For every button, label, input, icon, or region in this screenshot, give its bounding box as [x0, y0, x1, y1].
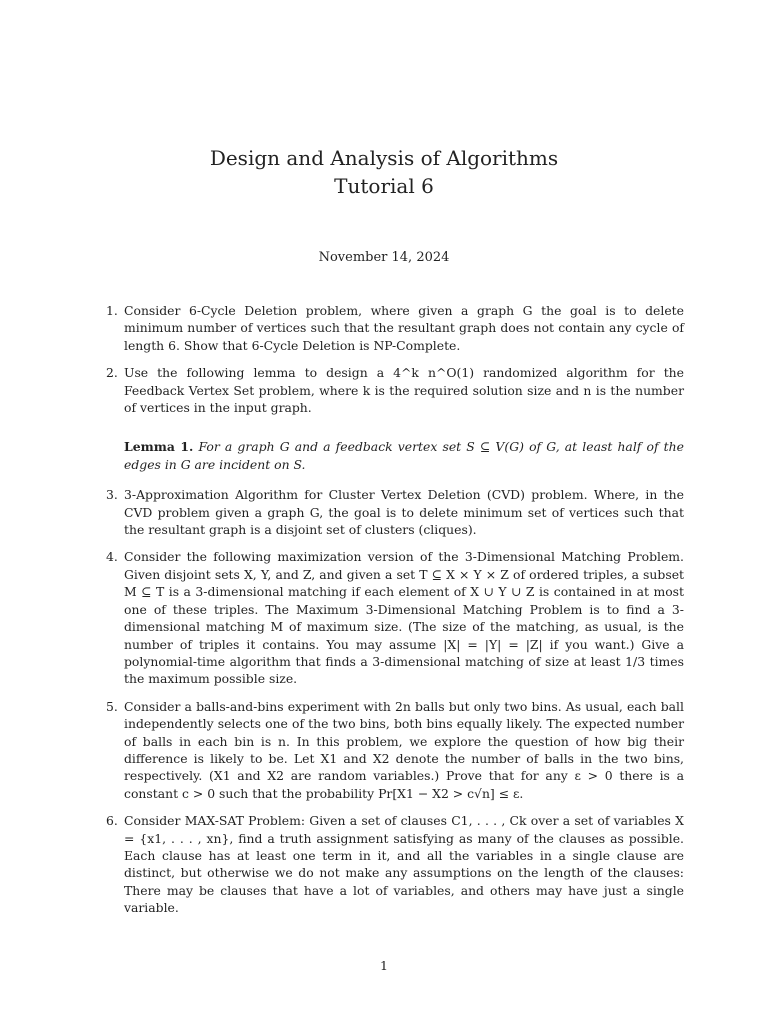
lemma-label: Lemma 1.	[124, 439, 194, 455]
problem-list	[100, 302, 684, 927]
document-title	[0, 144, 768, 200]
problem-text: 3-Approximation Algorithm for Cluster Vertex Deletion (CVD) problem. Where, in the CVD problem given a graph G, the goal is to delete minimum set of vertices such that the resultant graph is a disjoint set of clusters (cliques).	[124, 487, 684, 538]
problem-number: 3.	[106, 487, 118, 503]
problem-4	[100, 548, 684, 687]
problem-text: Consider MAX-SAT Problem: Given a set of clauses C1, . . . , Ck over a set of variables X = {x1, . . . , xn}, find a truth assignment satisfying as many of the clauses as possible. Each clause has at least one term in it, and all the variables in a single clause are distinct, but otherwise we do not make any assumptions on the length of the clauses: There may be clauses that have a lot of variables, and others may have just a single variable.	[124, 813, 684, 916]
problem-number: 1.	[106, 303, 118, 318]
problem-text: Consider 6-Cycle Deletion problem, where given a graph G the goal is to delete minimum number of vertices such that the resultant graph does not contain any cycle of length 6. Show that 6-Cycle Deletion is NP-Complete.	[124, 303, 684, 353]
problem-6	[100, 812, 684, 916]
problem-1	[100, 302, 684, 354]
problem-5	[100, 698, 684, 802]
problem-number: 5.	[106, 698, 118, 714]
lemma-block	[100, 438, 684, 473]
document-date: November 14, 2024	[318, 250, 450, 265]
problem-2	[100, 364, 684, 416]
title-line-2: Tutorial 6	[334, 174, 434, 198]
problem-number: 4.	[106, 549, 118, 565]
problem-3	[100, 486, 684, 538]
problem-text: Consider the following maximization version of the 3-Dimensional Matching Problem. Given disjoint sets X, Y, and Z, and given a set T ⊆ X × Y × Z of ordered triples, a subset M ⊆ T is a 3-dimensional matching if each element of X ∪ Y ∪ Z is contained in at most one of these triples. The Maximum 3-Dimensional Matching Problem is to find a 3-dimensional matching M of maximum size. (The size of the matching, as usual, is the number of triples it contains. You may assume |X| = |Y| = |Z| if you want.) Give a polynomial-time algorithm that finds a 3-dimensional matching of size at least 1/3 times the maximum possible size.	[124, 549, 684, 687]
problem-number: 6.	[106, 813, 118, 829]
problem-text: Use the following lemma to design a 4^k n^O(1) randomized algorithm for the Feedback Vertex Set problem, where k is the required solution size and n is the number of vertices in the input graph.	[124, 365, 684, 416]
lemma-text: For a graph G and a feedback vertex set S ⊆ V(G) of G, at least half of the edges in G are incident on S.	[124, 439, 684, 472]
title-line-1: Design and Analysis of Algorithms	[209, 146, 559, 170]
problem-number: 2.	[106, 365, 118, 381]
page-number: 1	[380, 958, 388, 973]
problem-text: Consider a balls-and-bins experiment with 2n balls but only two bins. As usual, each ball independently selects one of the two bins, both bins equally likely. The expected number of balls in each bin is n. In this problem, we explore the question of how big their difference is likely to be. Let X1 and X2 denote the number of balls in the two bins, respectively. (X1 and X2 are random variables.) Prove that for any ε > 0 there is a constant c > 0 such that the probability Pr[X1 − X2 > c√n] ≤ ε.	[124, 698, 684, 801]
